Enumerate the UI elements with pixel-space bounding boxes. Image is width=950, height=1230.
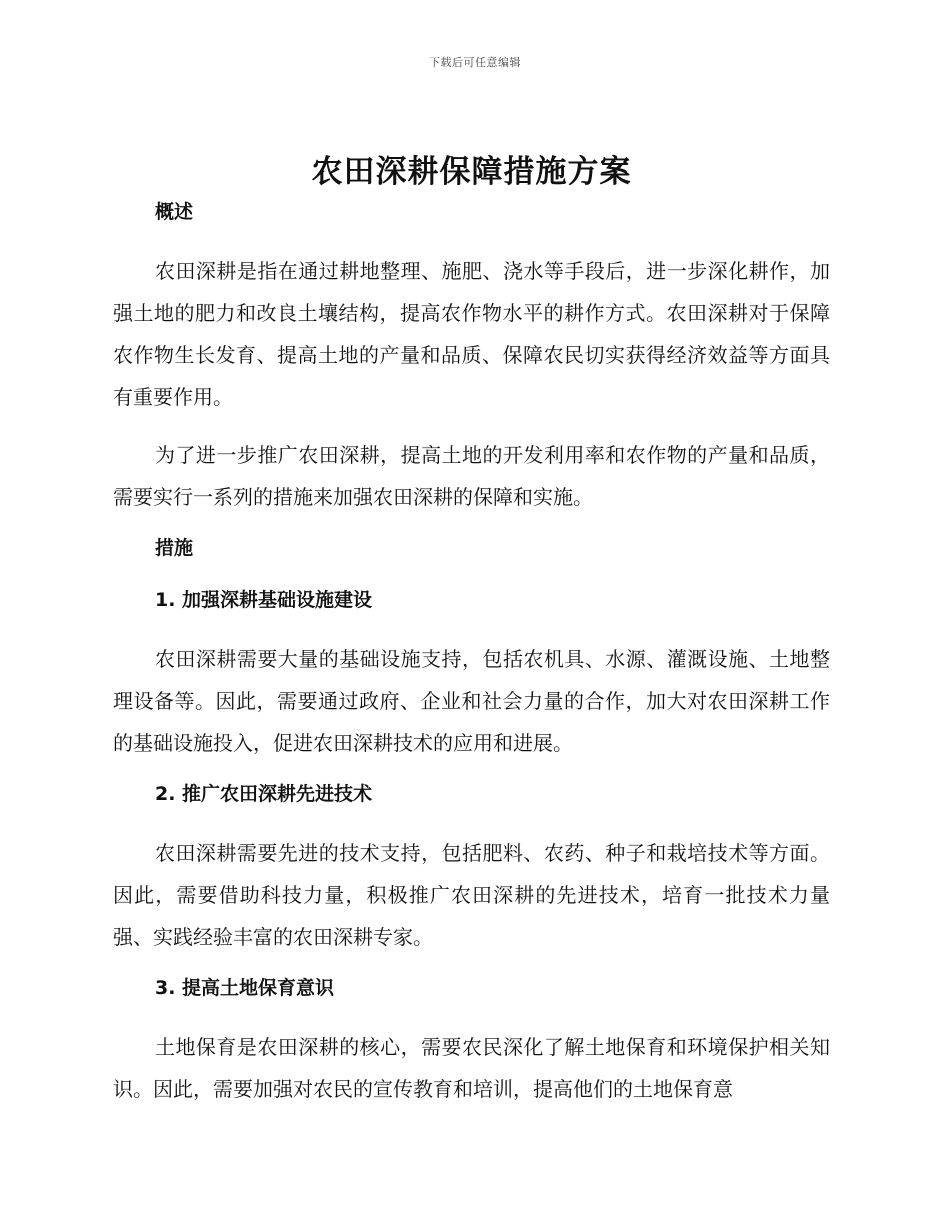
page-title: 农田深耕保障措施方案	[311, 154, 632, 190]
measure-heading-1: 1. 加强深耕基础设施建设	[155, 589, 373, 611]
header-note: 下载后可任意编辑	[429, 56, 521, 69]
measure-heading-3: 3. 提高土地保育意识	[155, 977, 335, 999]
paragraph-overview-2: 为了进一步推广农田深耕，提高土地的开发利用率和农作物的产量和品质，需要实行一系列的措施来加强农田深耕的保障和实施。	[113, 443, 830, 509]
section-heading-overview: 概述	[155, 201, 194, 223]
measure-paragraph-3: 土地保育是农田深耕的核心，需要农民深化了解土地保育和环境保护相关知识。因此，需要加强对农民的宣传教育和培训，提高他们的土地保育意	[113, 1035, 830, 1101]
section-heading-measures: 措施	[155, 537, 194, 559]
document-body	[113, 150, 830, 1126]
measure-paragraph-2: 农田深耕需要先进的技术支持，包括肥料、农药、种子和栽培技术等方面。因此，需要借助科技力量，积极推广农田深耕的先进技术，培育一批技术力量强、实践经验丰富的农田深耕专家。	[113, 841, 830, 949]
measure-paragraph-1: 农田深耕需要大量的基础设施支持，包括农机具、水源、灌溉设施、土地整理设备等。因此，需要通过政府、企业和社会力量的合作，加大对农田深耕工作的基础设施投入，促进农田深耕技术的应用和进展。	[113, 647, 830, 755]
paragraph-overview-1: 农田深耕是指在通过耕地整理、施肥、浇水等手段后，进一步深化耕作，加强土地的肥力和改良土壤结构，提高农作物水平的耕作方式。农田深耕对于保障农作物生长发育、提高土地的产量和品质、保障农民切实获得经济效益等方面具有重要作用。	[113, 259, 830, 409]
measure-heading-2: 2. 推广农田深耕先进技术	[155, 783, 373, 805]
